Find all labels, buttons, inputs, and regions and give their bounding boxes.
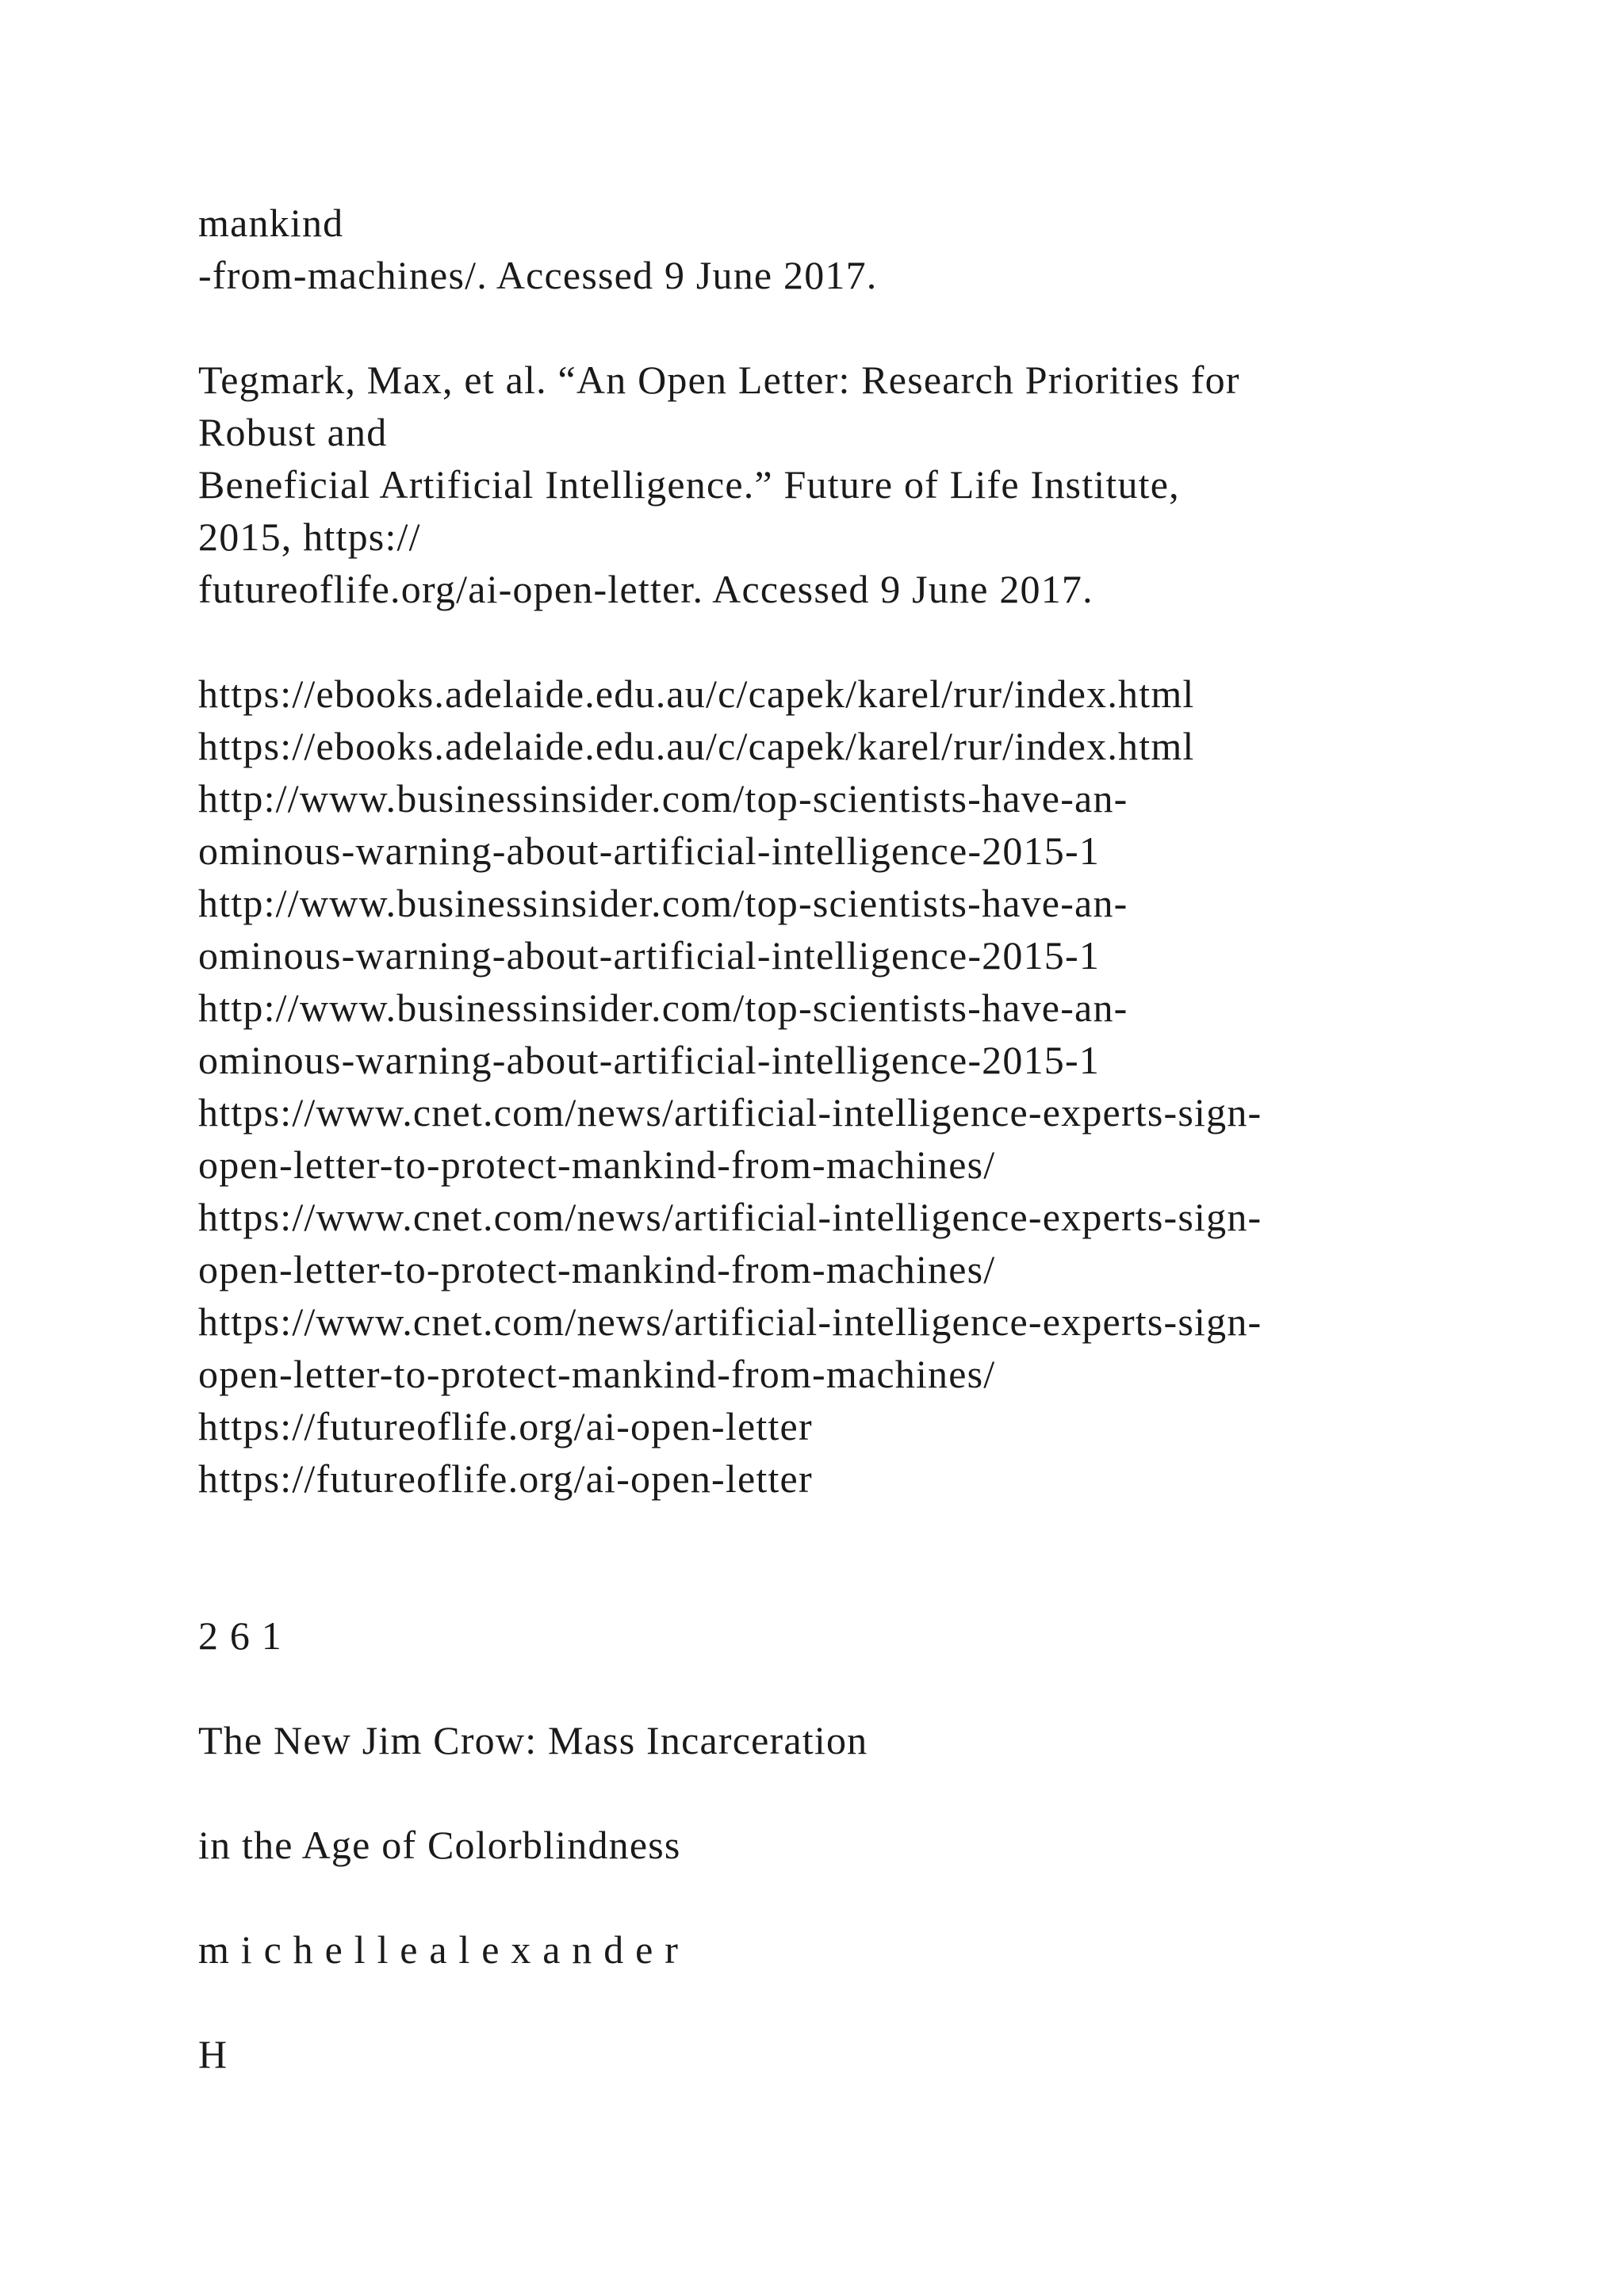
citation-line: 2015, https:// xyxy=(198,515,421,559)
citation-line: Robust and xyxy=(198,410,388,454)
url-line: ominous-warning-about-artificial-intelligence-2015-1 xyxy=(198,1038,1101,1082)
chapter-subtitle: in the Age of Colorblindness xyxy=(198,1823,681,1867)
url-line: https://www.cnet.com/news/artificial-intelligence-experts-sign- xyxy=(198,1195,1262,1239)
url-line: http://www.businessinsider.com/top-scientists-have-an- xyxy=(198,985,1128,1030)
citation-line: Tegmark, Max, et al. “An Open Letter: Research Priorities for xyxy=(198,358,1240,402)
url-line: ominous-warning-about-artificial-intelligence-2015-1 xyxy=(198,828,1101,873)
url-line: https://www.cnet.com/news/artificial-intelligence-experts-sign- xyxy=(198,1090,1262,1135)
url-line: ominous-warning-about-artificial-intelligence-2015-1 xyxy=(198,933,1101,978)
url-line: http://www.businessinsider.com/top-scientists-have-an- xyxy=(198,881,1128,925)
citation-line: futureoflife.org/ai-open-letter. Accessed 9 June 2017. xyxy=(198,567,1094,611)
url-line: https://futureoflife.org/ai-open-letter xyxy=(198,1456,813,1501)
author-name: m i c h e l l e a l e x a n d e r xyxy=(198,1927,680,1972)
url-line: open-letter-to-protect-mankind-from-machines/ xyxy=(198,1247,996,1292)
page-number: 2 6 1 xyxy=(198,1613,282,1658)
url-line: https://ebooks.adelaide.edu.au/c/capek/karel/rur/index.html xyxy=(198,724,1195,768)
url-line: open-letter-to-protect-mankind-from-machines/ xyxy=(198,1352,996,1396)
chapter-title: The New Jim Crow: Mass Incarceration xyxy=(198,1718,868,1762)
url-line: https://futureoflife.org/ai-open-letter xyxy=(198,1404,813,1448)
citation-line: Beneficial Artificial Intelligence.” Future of Life Institute, xyxy=(198,462,1180,507)
url-line: https://ebooks.adelaide.edu.au/c/capek/karel/rur/index.html xyxy=(198,672,1195,716)
text-line: mankind xyxy=(198,201,344,245)
url-line: https://www.cnet.com/news/artificial-intelligence-experts-sign- xyxy=(198,1299,1262,1344)
drop-cap-letter: H xyxy=(198,2032,228,2076)
url-line: open-letter-to-protect-mankind-from-machines/ xyxy=(198,1142,996,1187)
url-line: http://www.businessinsider.com/top-scientists-have-an- xyxy=(198,776,1128,821)
text-line: -from-machines/. Accessed 9 June 2017. xyxy=(198,253,878,297)
